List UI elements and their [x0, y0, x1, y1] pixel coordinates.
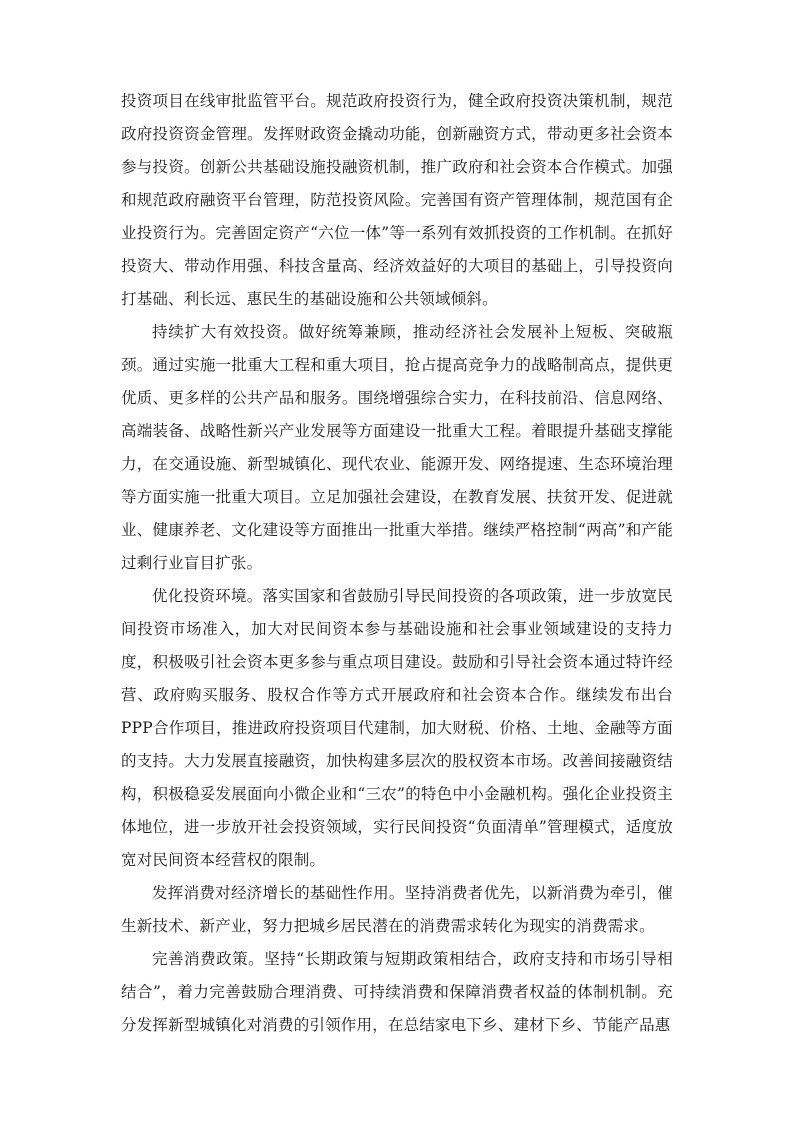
document-body — [121, 85, 673, 1042]
paragraph-5: 完善消费政策。坚持“长期政策与短期政策相结合，政府支持和市场引导相结合”，着力完善鼓励合理消费、可持续消费和保障消费者权益的体制机制。充分发挥新型城镇化对消费的引领作用，在总结家电下乡、建材下乡、节能产品惠 — [121, 950, 673, 1034]
paragraph-1: 投资项目在线审批监管平台。规范政府投资行为，健全政府投资决策机制，规范政府投资资金管理。发挥财政资金撬动功能，创新融资方式，带动更多社会资本参与投资。创新公共基础设施投融资机制，推广政府和社会资本合作模式。加强和规范政府融资平台管理，防范投资风险。完善国有资产管理体制，规范国有企业投资行为。完善固定资产“六位一体”等一系列有效抓投资的工作机制。在抓好投资大、带动作用强、科技含量高、经济效益好的大项目的基础上，引导投资向打基础、利长远、惠民生的基础设施和公共领域倾斜。 — [121, 92, 673, 308]
paragraph-3: 优化投资环境。落实国家和省鼓励引导民间投资的各项政策，进一步放宽民间投资市场准入，加大对民间资本参与基础设施和社会事业领域建设的支持力度，积极吸引社会资本更多参与重点项目建设。鼓励和引导社会资本通过特许经营、政府购买服务、股权合作等方式开展政府和社会资本合作。继续发布出台PPP合作项目，推进政府投资项目代建制，加大财税、价格、土地、金融等方面的支持。大力发展直接融资，加快构建多层次的股权资本市场。改善间接融资结构，积极稳妥发展面向小微企业和“三农”的特色中小金融机构。强化企业投资主体地位，进一步放开社会投资领域，实行民间投资“负面清单”管理模式，适度放宽对民间资本经营权的限制。 — [121, 587, 673, 869]
paragraph-4: 发挥消费对经济增长的基础性作用。坚持消费者优先，以新消费为牵引，催生新技术、新产业，努力把城乡居民潜在的消费需求转化为现实的消费需求。 — [121, 884, 673, 935]
paragraph-2: 持续扩大有效投资。做好统筹兼顾，推动经济社会发展补上短板、突破瓶颈。通过实施一批重大工程和重大项目，抢占提高竞争力的战略制高点，提供更优质、更多样的公共产品和服务。围绕增强综合实力，在科技前沿、信息网络、高端装备、战略性新兴产业发展等方面建设一批重大工程。着眼提升基础支撑能力，在交通设施、新型城镇化、现代农业、能源开发、网络提速、生态环境治理等方面实施一批重大项目。立足加强社会建设，在教育发展、扶贫开发、促进就业、健康养老、文化建设等方面推出一批重大举措。继续严格控制“两高”和产能过剩行业盲目扩张。 — [121, 323, 673, 572]
